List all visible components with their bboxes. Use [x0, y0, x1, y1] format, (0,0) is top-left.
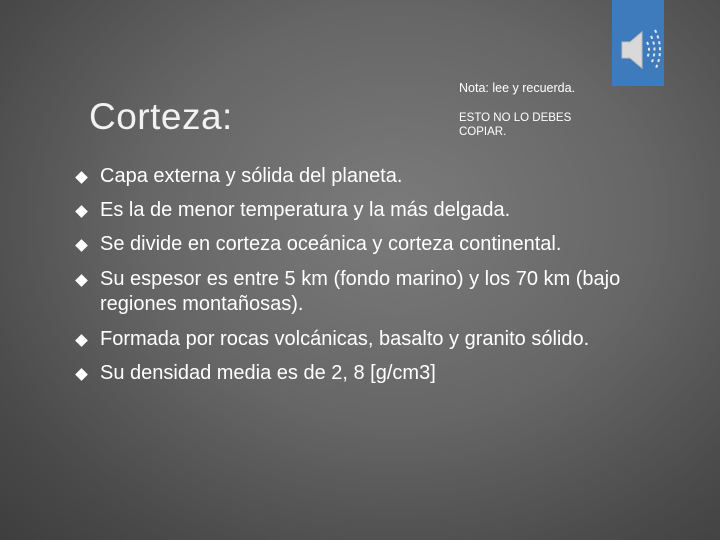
- diamond-bullet-icon: [75, 205, 88, 218]
- diamond-bullet-icon: [75, 274, 88, 287]
- bullet-item: [74, 327, 634, 352]
- bullet-list: [74, 164, 634, 386]
- bullet-text: Capa externa y sólida del planeta.: [100, 165, 403, 187]
- bullet-text: Es la de menor temperatura y la más delgada.: [100, 199, 511, 221]
- diamond-bullet-icon: [75, 368, 88, 381]
- diamond-bullet-icon: [75, 171, 88, 184]
- speaker-icon: [616, 24, 662, 76]
- bullet-text: Su densidad media es de 2, 8 [g/cm3]: [100, 362, 436, 384]
- bullet-text: Se divide en corteza oceánica y corteza continental.: [100, 233, 562, 255]
- bullet-item: [74, 361, 634, 386]
- diamond-bullet-icon: [75, 239, 88, 252]
- bullet-item: [74, 198, 634, 223]
- bullet-item: [74, 164, 634, 189]
- bullet-item: [74, 267, 634, 317]
- diamond-bullet-icon: [75, 334, 88, 347]
- bullet-text: Su espesor es entre 5 km (fondo marino) y los 70 km (bajo regiones montañosas).: [100, 268, 621, 315]
- slide-title: Corteza:: [89, 96, 233, 137]
- bullet-text: Formada por rocas volcánicas, basalto y granito sólido.: [100, 328, 590, 350]
- note-text: Nota: lee y recuerda.: [459, 81, 576, 95]
- note-warning-text: ESTO NO LO DEBES COPIAR.: [459, 112, 572, 138]
- bullet-item: [74, 232, 634, 257]
- audio-button[interactable]: [612, 0, 664, 86]
